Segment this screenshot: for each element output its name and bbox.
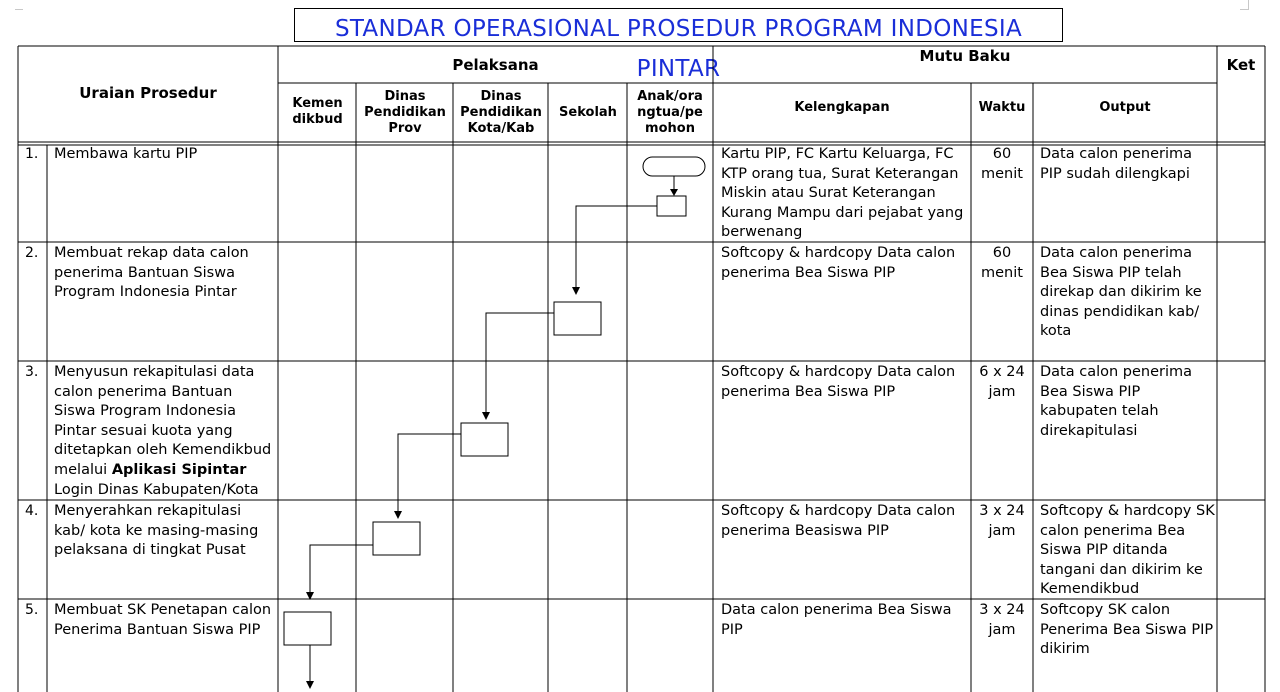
row-2-number: 2. <box>25 245 39 261</box>
row-2-waktu: 60 menit <box>981 245 1023 281</box>
header-kelengkapan: Kelengkapan <box>794 100 890 115</box>
header-mutu-baku: Mutu Baku <box>919 47 1011 65</box>
row-3-uraian-bold: Aplikasi Sipintar <box>111 461 247 478</box>
row-4-kelengkapan: Softcopy & hardcopy Data calon penerima Beasiswa PIP <box>721 503 956 539</box>
header-ket: Ket <box>1226 56 1256 74</box>
header-dinas-kota: Dinas Pendidikan Kota/Kab <box>460 89 542 136</box>
header-uraian-prosedur: Uraian Prosedur <box>79 84 217 102</box>
document-title: STANDAR OPERASIONAL PROSEDUR PROGRAM INDONESIA PINTAR <box>294 8 1063 42</box>
flow-box-4 <box>373 522 420 555</box>
row-5-uraian: Membuat SK Penetapan calon Penerima Bantuan Siswa PIP <box>54 602 272 638</box>
row-3-uraian-pre: Menyusun rekapitulasi data calon penerima Bantuan Siswa Program Indonesia Pintar sesuai kuota yang ditetapkan oleh Kemendikbud melalui <box>54 364 272 478</box>
header-output: Output <box>1099 100 1151 115</box>
row-1-kelengkapan: Kartu PIP, FC Kartu Keluarga, FC KTP orang tua, Surat Keterangan Miskin atau Surat Keterangan Kurang Mampu dari pejabat yang berwenang <box>721 146 964 241</box>
row-4-waktu: 3 x 24 jam <box>979 503 1025 539</box>
flow-box-5 <box>284 612 331 645</box>
row-2-output: Data calon penerima Bea Siswa PIP telah direkap dan dikirim ke dinas pendidikan kab/ kota <box>1040 245 1202 340</box>
row-5-kelengkapan: Data calon penerima Bea Siswa PIP <box>721 602 952 638</box>
row-4-number: 4. <box>25 503 39 519</box>
header-pelaksana: Pelaksana <box>452 56 539 74</box>
flow-box-1 <box>657 196 686 216</box>
row-1-output: Data calon penerima PIP sudah dilengkapi <box>1040 146 1193 182</box>
flow-terminator <box>643 157 705 176</box>
row-4-output: Softcopy & hardcopy SK calon penerima Bea Siswa PIP ditanda tangani dan dikirim ke Kemendikbud <box>1040 503 1215 598</box>
row-3-number: 3. <box>25 364 39 380</box>
header-anak-orangtua-pemohon: Anak/ora ngtua/pe mohon <box>637 89 703 136</box>
flow-box-3 <box>461 423 508 456</box>
row-1-number: 1. <box>25 146 39 162</box>
row-1-waktu: 60 menit <box>981 146 1023 182</box>
flow-box-2 <box>554 302 601 335</box>
row-5-waktu: 3 x 24 jam <box>979 602 1025 638</box>
row-4-uraian: Menyerahkan rekapitulasi kab/ kota ke masing-masing pelaksana di tingkat Pusat <box>54 503 259 559</box>
row-5-output: Softcopy SK calon Penerima Bea Siswa PIP dikirim <box>1040 602 1214 658</box>
row-3-waktu: 6 x 24 jam <box>979 364 1025 400</box>
row-1-uraian: Membawa kartu PIP <box>54 146 198 162</box>
row-3-output: Data calon penerima Bea Siswa PIP kabupaten telah direkapitulasi <box>1040 364 1193 439</box>
row-3-kelengkapan: Softcopy & hardcopy Data calon penerima Bea Siswa PIP <box>721 364 956 400</box>
header-kemendikbud: Kemen dikbud <box>292 96 343 127</box>
row-2-uraian: Membuat rekap data calon penerima Bantuan Siswa Program Indonesia Pintar <box>54 245 249 301</box>
header-waktu: Waktu <box>978 100 1026 115</box>
row-5-number: 5. <box>25 602 39 618</box>
header-sekolah: Sekolah <box>559 105 617 120</box>
row-3-uraian-post: Login Dinas Kabupaten/Kota <box>54 481 259 498</box>
row-3-uraian <box>54 363 276 500</box>
row-2-kelengkapan: Softcopy & hardcopy Data calon penerima Bea Siswa PIP <box>721 245 956 281</box>
header-dinas-prov: Dinas Pendidikan Prov <box>364 89 446 136</box>
